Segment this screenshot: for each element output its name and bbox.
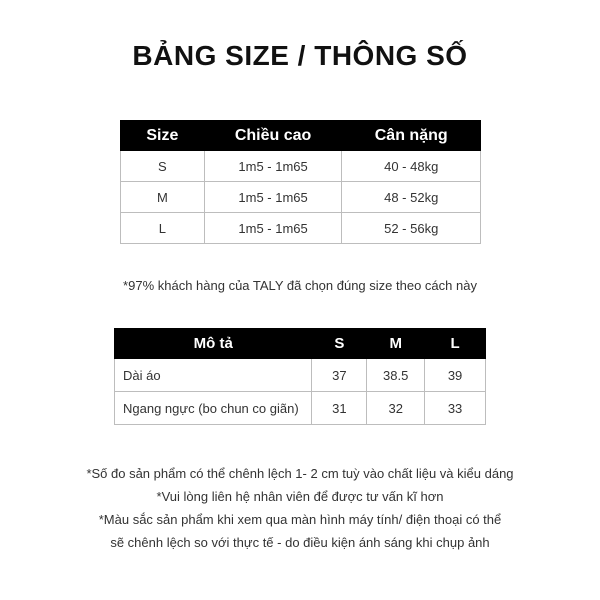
height-cell: 1m5 - 1m65: [204, 182, 342, 213]
page-title: BẢNG SIZE / THÔNG SỐ: [132, 40, 468, 71]
header-description: Mô tả: [115, 329, 312, 359]
note-line: *Số đo sản phẩm có thể chênh lệch 1- 2 cm tuỳ vào chất liệu và kiểu dáng: [86, 466, 514, 481]
header-s: S: [312, 329, 367, 359]
weight-cell: 52 - 56kg: [342, 213, 481, 244]
header-size: Size: [121, 121, 205, 151]
header-height: Chiều cao: [204, 121, 342, 151]
table-row: [121, 151, 481, 182]
header-weight: Cân nặng: [342, 121, 481, 151]
table-row: [115, 359, 486, 392]
size-cell: M: [121, 182, 205, 213]
height-cell: 1m5 - 1m65: [204, 213, 342, 244]
value-l-cell: 39: [425, 359, 486, 392]
measurement-table: [114, 328, 486, 425]
table-row: [121, 182, 481, 213]
size-cell: S: [121, 151, 205, 182]
value-l-cell: 33: [425, 392, 486, 425]
size-table: [120, 120, 481, 244]
table-row: [115, 392, 486, 425]
value-s-cell: 31: [312, 392, 367, 425]
value-s-cell: 37: [312, 359, 367, 392]
size-table-header-row: [121, 121, 481, 151]
height-cell: 1m5 - 1m65: [204, 151, 342, 182]
size-cell: L: [121, 213, 205, 244]
note-line: *Màu sắc sản phẩm khi xem qua màn hình máy tính/ điện thoại có thể: [98, 512, 502, 527]
size-note: *97% khách hàng của TALY đã chọn đúng size theo cách này: [123, 278, 477, 293]
description-cell: Dài áo: [115, 359, 312, 392]
note-line: *Vui lòng liên hệ nhân viên để được tư vấn kĩ hơn: [156, 489, 444, 504]
description-cell: Ngang ngực (bo chun co giãn): [115, 392, 312, 425]
notes-block: [0, 462, 600, 554]
weight-cell: 48 - 52kg: [342, 182, 481, 213]
header-m: M: [367, 329, 425, 359]
header-l: L: [425, 329, 486, 359]
value-m-cell: 32: [367, 392, 425, 425]
note-line: sẽ chênh lệch so với thực tế - do điều kiện ánh sáng khi chụp ảnh: [110, 535, 490, 550]
weight-cell: 40 - 48kg: [342, 151, 481, 182]
measurement-table-header-row: [115, 329, 486, 359]
value-m-cell: 38.5: [367, 359, 425, 392]
table-row: [121, 213, 481, 244]
